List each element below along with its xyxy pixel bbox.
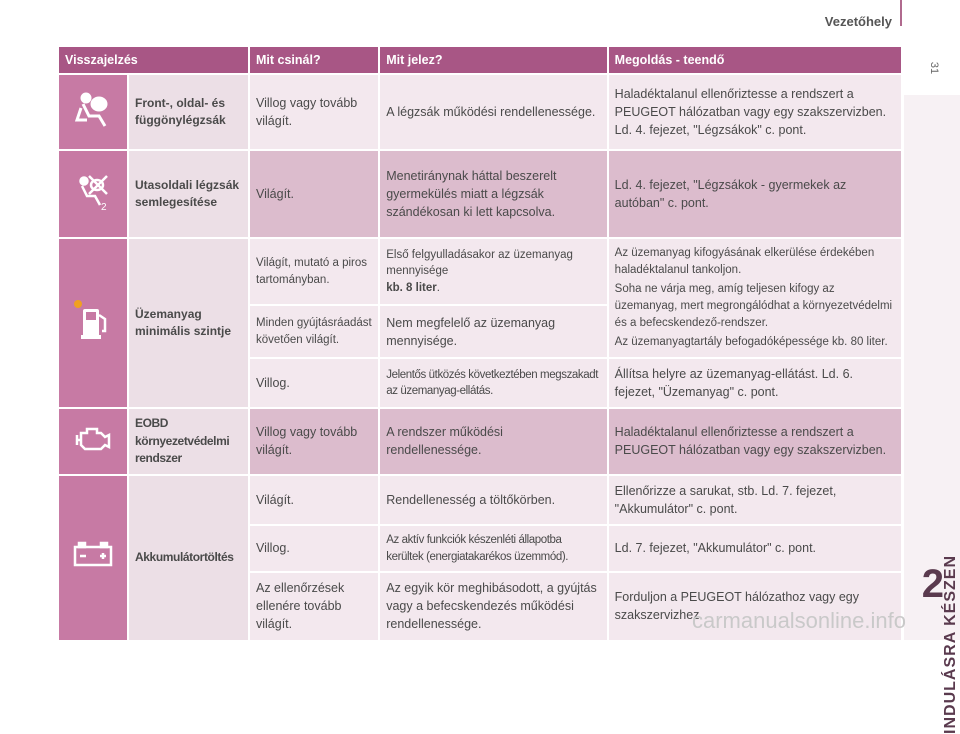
indicator-name: Utasoldali légzsák semlegesítése — [129, 151, 248, 237]
chapter-number: 2 — [921, 562, 944, 606]
solution-cell: Ellenőrizze a sarukat, stb. Ld. 7. fejezet, "Akkumulátor" c. pont. — [609, 476, 901, 524]
action-cell: Az ellenőrzések ellenére tovább világít. — [250, 573, 378, 639]
watermark: carmanualsonline.info — [691, 608, 906, 633]
solution-cell: Forduljon a PEUGEOT hálózathoz vagy egy szakszervizhez. — [609, 573, 901, 639]
table-row — [59, 239, 901, 304]
col-header-meaning: Mit jelez? — [380, 47, 606, 73]
indicator-name: Front-, oldal- és függönylégzsák — [129, 75, 248, 149]
meaning-cell: Jelentős ütközés következtében megszakadt az üzemanyag-ellátás. — [380, 359, 606, 407]
meaning-cell: Az aktív funkciók készenléti állapotba kerültek (energiatakarékos üzemmód). — [380, 526, 606, 571]
table-row — [59, 151, 901, 237]
table-row — [59, 476, 901, 524]
solution-cell: Ld. 4. fejezet, "Légzsákok - gyermekek az autóban" c. pont. — [609, 151, 901, 237]
svg-text:2: 2 — [101, 201, 107, 212]
indicator-name: EOBD környezetvédelmi rendszer — [129, 409, 248, 473]
action-cell: Villog. — [250, 526, 378, 571]
meaning-cell: Menetiránynak háttal beszerelt gyermekülés miatt a légzsák szándékosan ki lett kapcsolva. — [380, 151, 606, 237]
fuel-pump-icon — [59, 239, 127, 407]
solution-cell: Ld. 7. fejezet, "Akkumulátor" c. pont. — [609, 526, 901, 571]
solution-cell: Az üzemanyag kifogyásának elkerülése érdekében haladéktalanul tankoljon. Soha ne várja meg, amíg teljesen kifogy az üzemanyag, mert megrongálódhat a környezetvédelmi és a befecskendező-rendszer. Az üzemanyagtartály befogadóképessége kb. 80 liter. — [609, 239, 901, 357]
meaning-cell: Első felgyulladásakor az üzemanyag mennyisége kb. 8 liter. — [380, 239, 606, 304]
battery-icon — [59, 476, 127, 640]
col-header-indicator: Visszajelzés — [59, 47, 248, 73]
passenger-airbag-off-icon — [59, 151, 127, 237]
indicator-name: Üzemanyag minimális szintje — [129, 239, 248, 407]
indicator-name: Akkumulátortöltés — [129, 476, 248, 640]
page-number: 31 — [927, 61, 940, 75]
solution-cell: Állítsa helyre az üzemanyag-ellátást. Ld. 6. fejezet, "Üzemanyag" c. pont. — [609, 359, 901, 407]
meaning-cell: A rendszer működési rendellenessége. — [380, 409, 606, 473]
section-title: Vezetőhely — [824, 14, 892, 29]
action-cell: Villog vagy tovább világít. — [250, 75, 378, 149]
engine-check-icon — [59, 409, 127, 473]
action-cell: Világít, mutató a piros tartományban. — [250, 239, 378, 304]
action-cell: Minden gyújtásráadást követően világít. — [250, 306, 378, 357]
table-header-row — [59, 47, 901, 73]
action-cell: Villog. — [250, 359, 378, 407]
meaning-cell: Nem megfelelő az üzemanyag mennyisége. — [380, 306, 606, 357]
col-header-solution: Megoldás - teendő — [609, 47, 901, 73]
solution-cell: Haladéktalanul ellenőriztesse a rendszert a PEUGEOT hálózatban vagy egy szakszervizben. — [609, 409, 901, 473]
meaning-cell: Az egyik kör meghibásodott, a gyújtás vagy a befecskendezés működési rendellenessége. — [380, 573, 606, 639]
table-row — [59, 75, 901, 149]
header-rule — [900, 0, 902, 26]
table-row — [59, 409, 901, 473]
airbag-warning-icon — [59, 75, 127, 149]
warning-lights-table — [57, 45, 903, 642]
meaning-cell: Rendellenesség a töltőkörben. — [380, 476, 606, 524]
chapter-title: INDULÁSRA KÉSZEN — [942, 555, 959, 734]
action-cell: Világít. — [250, 476, 378, 524]
col-header-action: Mit csinál? — [250, 47, 378, 73]
solution-cell: Haladéktalanul ellenőriztesse a rendszert a PEUGEOT hálózatban vagy egy szakszervizben. Ld. 4. fejezet, "Légzsákok" c. pont. — [609, 75, 901, 149]
action-cell: Villog vagy tovább világít. — [250, 409, 378, 473]
action-cell: Világít. — [250, 151, 378, 237]
meaning-cell: A légzsák működési rendellenessége. — [380, 75, 606, 149]
